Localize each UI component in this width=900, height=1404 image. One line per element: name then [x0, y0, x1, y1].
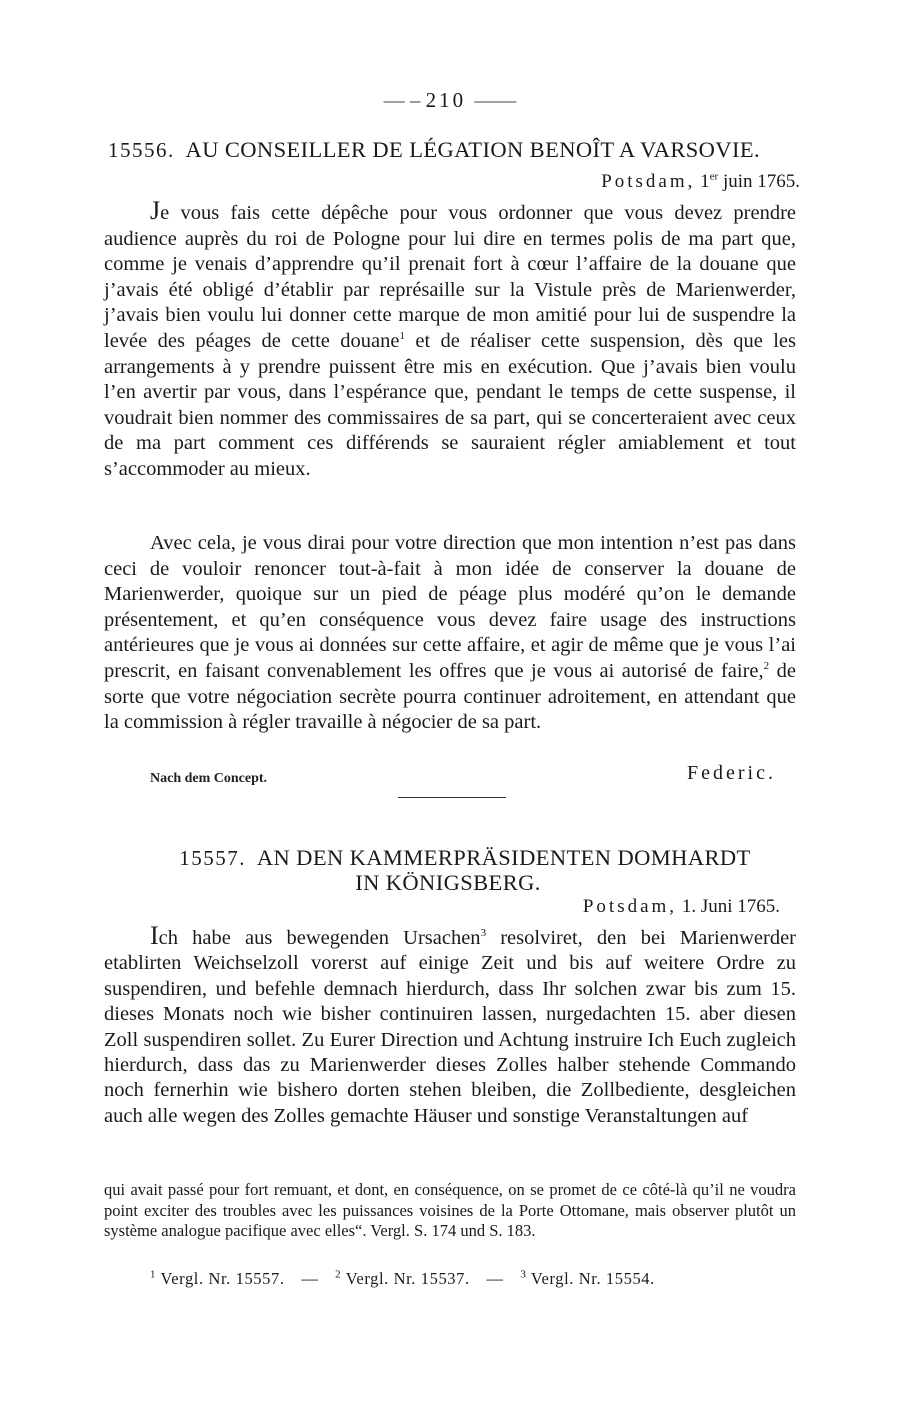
paragraph-text: resolviret, den bei Marienwerder etablirten Weichselzoll vorerst auf einige Zeit und bis auf weitere Ordre zu suspendiren, und befehle demnach hierdurch, dass Ihr solchen zwar bis zum 15. dieses Monats noch wie bisher continuiren lassen, nurgedachten 15. aber diesen Zoll suspendiren sollet. Zu Eurer Direction und Achtung instruire Ich Euch zugleich hierdurch, dass das zu Marienwerder dieses Zolles halber stehende Commando noch fernerhin wie bishero dorten stehen bleiben, die Zollbediente, desgleichen auch alle wegen des Zolles gemachte Häuser und sonstige Veranstaltungen auf	[104, 927, 796, 1127]
letter-dateline	[601, 171, 800, 193]
footnote-mark: 2	[335, 1268, 342, 1281]
paragraph-text: de sorte que votre négociation secrète pourra continuer adroitement, en attendant que la commission à régler travaille à négocier de sa part.	[104, 659, 796, 734]
letter-paragraph	[104, 923, 796, 1129]
paragraph-text: ch habe aus bewegenden Ursachen	[158, 927, 481, 949]
letter-number: 15557.	[179, 846, 247, 870]
section-divider	[398, 797, 506, 798]
page-number-dash-right: ——	[474, 88, 517, 112]
footnote-mark: 3	[520, 1268, 527, 1281]
date-day-suffix: er	[709, 170, 719, 183]
letter-dateline	[583, 896, 780, 918]
date-place: Potsdam,	[601, 171, 696, 192]
date-place: Potsdam,	[582, 896, 678, 917]
paragraph-text: e vous fais cette dépêche pour vous ordonner que vous devez prendre audience auprès du roi de Pologne pour lui dire en termes polis de ma part que, comme je venais d’apprendre qu’il prenait fort à cœur l’affaire de la douane que j’avais été obligé d’établir par représaille sur la Vistule près de Marienwerder, j’avais bien voulu lui donner cette marque de mon amitié pour lui de suspendre la levée des péages de cette douane	[104, 202, 796, 352]
footnote-separator: —	[301, 1269, 319, 1288]
footnote-mark: 1	[150, 1268, 157, 1281]
date-day: 1	[700, 171, 710, 192]
letter-paragraph	[104, 531, 796, 736]
letter-heading	[108, 137, 798, 163]
letter-heading-line2	[248, 870, 648, 896]
footnotes	[150, 1269, 800, 1289]
footnote-text: Vergl. Nr. 15554.	[530, 1269, 655, 1288]
footnote-text: Vergl. Nr. 15537.	[345, 1269, 470, 1288]
footnote-text: Vergl. Nr. 15557.	[160, 1269, 285, 1288]
paragraph-text: et de réaliser cette suspension, dès que les arrangements à y prendre puissent être mis en exécution. Que j’avais bien voulu l’en avertir par vous, dans l’espérance que, pendant le temps de cette suspense, il voudrait bien nommer des commissaires de sa part, qui se concerteraient avec ceux de ma part comment ces différends se sauraient régler amiablement et tout s’accommoder au mieux.	[104, 329, 797, 480]
date-rest: 1. Juni 1765.	[681, 896, 780, 917]
page-number-line	[0, 88, 900, 113]
paragraph-text: Avec cela, je vous dirai pour votre direction que mon intention n’est pas dans ceci de vouloir renoncer tout-à-fait à mon idée de conserver la douane de Marienwerder, quoique sur un pied de péage plus modéré qu’on le demande présentement, et qu’en conséquence vous devez faire usage des instructions antérieures que je vous ai données sur cette affaire, et agir de même que je vous l’ai prescrit, en faisant convenablement les offres que je vous ai autorisé de faire,	[104, 532, 796, 682]
letter-addressee: AU CONSEILLER DE LÉGATION BENOÎT A VARSOVIE.	[185, 137, 761, 162]
footnote-reference: 3	[480, 927, 487, 940]
letter-addressee-location: IN KÖNIGSBERG.	[355, 870, 541, 895]
footnote-continuation: qui avait passé pour fort remuant, et dont, en conséquence, on se promet de ce côté-là qu’il ne voudra point exciter des troubles avec les puissances voisines de la Porte Ottomane, mais observer plutôt un système analogue pacifique avec elles“. Vergl. S. 174 und S. 183.	[104, 1180, 796, 1240]
footnote-reference: 2	[763, 660, 770, 673]
paragraph-initial: I	[150, 921, 159, 950]
paragraph-initial: J	[150, 196, 161, 225]
letter-paragraph	[104, 198, 796, 483]
page-number: 210	[425, 88, 467, 112]
source-note: Nach dem Concept.	[150, 771, 268, 786]
signature: Federic.	[687, 762, 776, 784]
date-rest: juin 1765.	[722, 171, 800, 192]
letter-heading	[140, 845, 790, 871]
letter-addressee: AN DEN KAMMERPRÄSIDENTEN DOMHARDT	[256, 845, 751, 870]
footnote-reference: 1	[399, 330, 405, 343]
letter-number: 15556.	[108, 138, 175, 162]
footnote-separator: —	[486, 1269, 504, 1288]
page-number-dash-left: — –	[383, 88, 426, 112]
